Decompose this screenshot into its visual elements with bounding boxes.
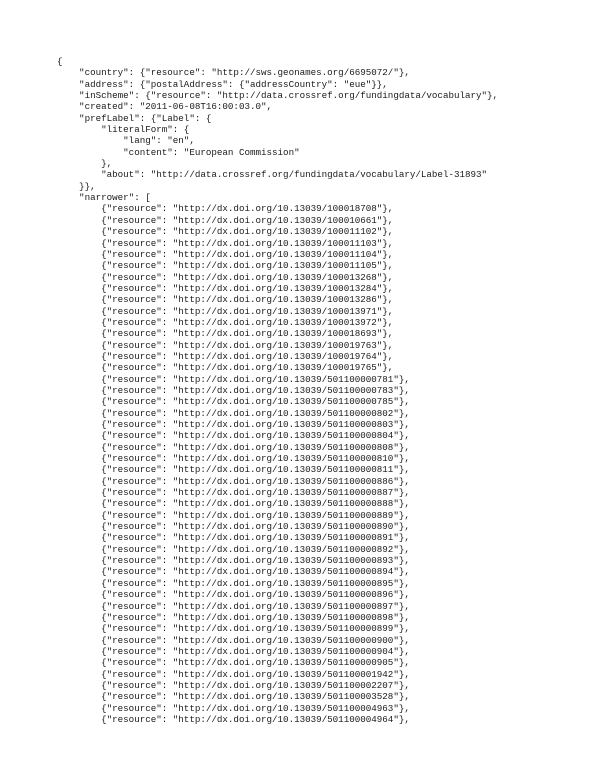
code-line: "narrower": [	[57, 192, 151, 204]
code-line: {"resource": "http://dx.doi.org/10.13039/501100000888"},	[57, 498, 410, 510]
code-line: "address": {"postalAddress": {"addressCountry": "eue"}},	[57, 78, 388, 90]
code-line: "prefLabel": {"Label": {	[57, 112, 212, 124]
code-line: {"resource": "http://dx.doi.org/10.13039/501100000894"},	[57, 566, 410, 578]
code-line: },	[57, 158, 113, 170]
code-line: {"resource": "http://dx.doi.org/10.13039/501100000889"},	[57, 509, 410, 521]
code-line: {"resource": "http://dx.doi.org/10.13039/501100000808"},	[57, 441, 410, 453]
code-line: {"resource": "http://dx.doi.org/10.13039/501100000891"},	[57, 532, 410, 544]
code-line: {"resource": "http://dx.doi.org/10.13039/100013971"},	[57, 305, 394, 317]
code-line: {"resource": "http://dx.doi.org/10.13039/501100000892"},	[57, 543, 410, 555]
code-line: {"resource": "http://dx.doi.org/10.13039/100018693"},	[57, 328, 394, 340]
code-line: {"resource": "http://dx.doi.org/10.13039/501100000887"},	[57, 487, 410, 499]
code-line: {"resource": "http://dx.doi.org/10.13039/100013268"},	[57, 271, 394, 283]
code-line: {"resource": "http://dx.doi.org/10.13039/100011105"},	[57, 260, 394, 272]
code-line: {"resource": "http://dx.doi.org/10.13039/501100000785"},	[57, 396, 410, 408]
code-line: "content": "European Commission"	[57, 146, 300, 158]
code-line: }},	[57, 180, 96, 192]
code-line: {"resource": "http://dx.doi.org/10.13039/501100000781"},	[57, 373, 410, 385]
code-line: {"resource": "http://dx.doi.org/10.13039/100011104"},	[57, 248, 394, 260]
code-line: {"resource": "http://dx.doi.org/10.13039/501100000811"},	[57, 464, 410, 476]
code-line: {"resource": "http://dx.doi.org/10.13039/501100002207"},	[57, 679, 410, 691]
code-line: "inScheme": {"resource": "http://data.crossref.org/fundingdata/vocabulary"},	[57, 90, 499, 102]
code-line: {"resource": "http://dx.doi.org/10.13039/501100000899"},	[57, 623, 410, 635]
code-line: {"resource": "http://dx.doi.org/10.13039/501100001942"},	[57, 668, 410, 680]
code-line: {"resource": "http://dx.doi.org/10.13039/501100000783"},	[57, 384, 410, 396]
code-line: {	[57, 56, 63, 67]
code-line: {"resource": "http://dx.doi.org/10.13039/501100000895"},	[57, 577, 410, 589]
code-line: {"resource": "http://dx.doi.org/10.13039/501100000898"},	[57, 611, 410, 623]
code-line: {"resource": "http://dx.doi.org/10.13039/100019764"},	[57, 350, 394, 362]
code-line: {"resource": "http://dx.doi.org/10.13039/100011102"},	[57, 226, 394, 238]
code-line: {"resource": "http://dx.doi.org/10.13039/501100000905"},	[57, 657, 410, 669]
code-line: {"resource": "http://dx.doi.org/10.13039/100019765"},	[57, 362, 394, 374]
code-line: {"resource": "http://dx.doi.org/10.13039/501100000886"},	[57, 475, 410, 487]
code-line: {"resource": "http://dx.doi.org/10.13039/100013972"},	[57, 316, 394, 328]
code-line: {"resource": "http://dx.doi.org/10.13039/501100000802"},	[57, 407, 410, 419]
code-line: {"resource": "http://dx.doi.org/10.13039/100010661"},	[57, 214, 394, 226]
code-line: {"resource": "http://dx.doi.org/10.13039/501100000804"},	[57, 430, 410, 442]
code-line: {"resource": "http://dx.doi.org/10.13039/100013284"},	[57, 282, 394, 294]
code-line: {"resource": "http://dx.doi.org/10.13039/501100000803"},	[57, 419, 410, 430]
code-line: "lang": "en",	[57, 135, 195, 147]
code-line: {"resource": "http://dx.doi.org/10.13039/100011103"},	[57, 237, 394, 249]
code-line: {"resource": "http://dx.doi.org/10.13039/501100003528"},	[57, 691, 410, 703]
code-line: {"resource": "http://dx.doi.org/10.13039/501100000893"},	[57, 555, 410, 567]
code-line: {"resource": "http://dx.doi.org/10.13039/501100000810"},	[57, 453, 410, 465]
code-line: {"resource": "http://dx.doi.org/10.13039/501100004963"},	[57, 702, 410, 714]
json-document	[57, 56, 587, 725]
code-line: "country": {"resource": "http://sws.geonames.org/6695072/"},	[57, 67, 410, 79]
code-line: {"resource": "http://dx.doi.org/10.13039/100013286"},	[57, 294, 394, 306]
code-line: "created": "2011-06-08T16:00:03.0",	[57, 101, 273, 113]
code-line: {"resource": "http://dx.doi.org/10.13039/100019763"},	[57, 339, 394, 351]
code-line: {"resource": "http://dx.doi.org/10.13039/501100000900"},	[57, 634, 410, 646]
code-line: {"resource": "http://dx.doi.org/10.13039/501100000897"},	[57, 600, 410, 612]
code-line: {"resource": "http://dx.doi.org/10.13039/100018708"},	[57, 203, 394, 215]
code-line: {"resource": "http://dx.doi.org/10.13039/501100000896"},	[57, 589, 410, 601]
code-line: {"resource": "http://dx.doi.org/10.13039/501100004964"},	[57, 713, 410, 725]
code-line: "literalForm": {	[57, 124, 190, 136]
code-line: "about": "http://data.crossref.org/fundingdata/vocabulary/Label-31893"	[57, 169, 488, 181]
code-line: {"resource": "http://dx.doi.org/10.13039/501100000904"},	[57, 645, 410, 657]
code-line: {"resource": "http://dx.doi.org/10.13039/501100000890"},	[57, 521, 410, 533]
